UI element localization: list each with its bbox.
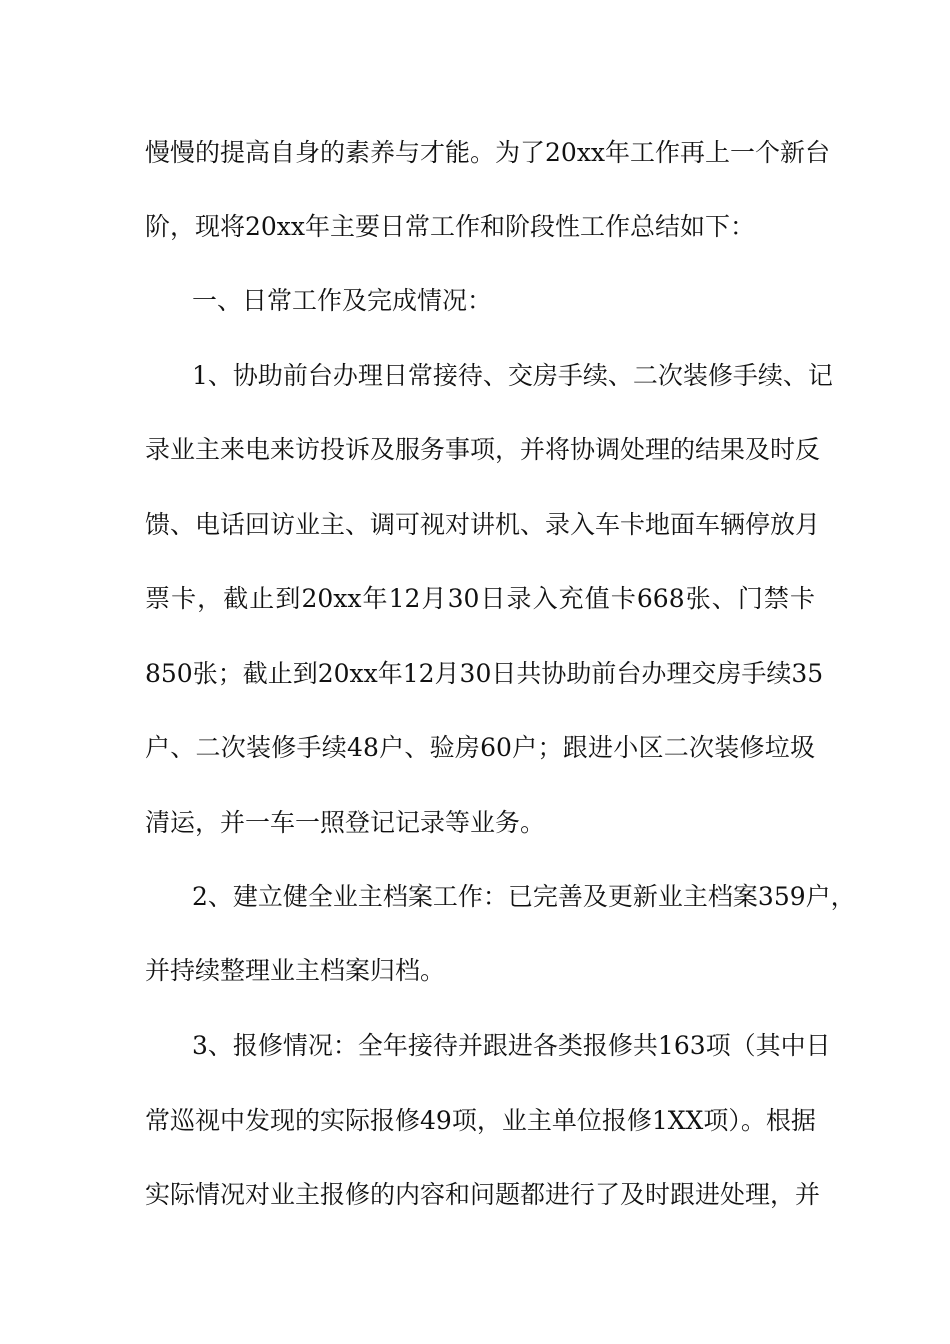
- paragraph-line: 阶，现将20xx年主要日常工作和阶段性工作总结如下：: [145, 212, 756, 241]
- paragraph-line: 850张；截止到20xx年12月30日共协助前台办理交房手续35: [145, 659, 824, 688]
- paragraph-line: 3、报修情况：全年接待并跟进各类报修共163项（其中日: [192, 1031, 831, 1060]
- paragraph-line: 常巡视中发现的实际报修49项，业主单位报修1XX项）。根据: [145, 1106, 816, 1135]
- paragraph-line: 实际情况对业主报修的内容和问题都进行了及时跟进处理，并: [145, 1180, 821, 1209]
- paragraph-line: 并持续整理业主档案归档。: [145, 956, 446, 985]
- paragraph-line: 录业主来电来访投诉及服务事项，并将协调处理的结果及时反: [145, 435, 821, 464]
- paragraph-line: 户、二次装修手续48户、验房60户；跟进小区二次装修垃圾: [145, 733, 815, 762]
- section-heading: 一、日常工作及完成情况：: [192, 286, 493, 315]
- paragraph-line: 清运，并一车一照登记记录等业务。: [145, 808, 546, 837]
- paragraph-line: 馈、电话回访业主、调可视对讲机、录入车卡地面车辆停放月: [145, 510, 821, 539]
- paragraph-line: 2、建立健全业主档案工作：已完善及更新业主档案359户，: [192, 882, 856, 911]
- paragraph-line: 慢慢的提高自身的素养与才能。为了20xx年工作再上一个新台: [145, 138, 831, 167]
- paragraph-line: 1、协助前台办理日常接待、交房手续、二次装修手续、记: [192, 361, 833, 390]
- paragraph-line: 票卡，截止到20xx年12月30日录入充值卡668张、门禁卡: [145, 584, 815, 613]
